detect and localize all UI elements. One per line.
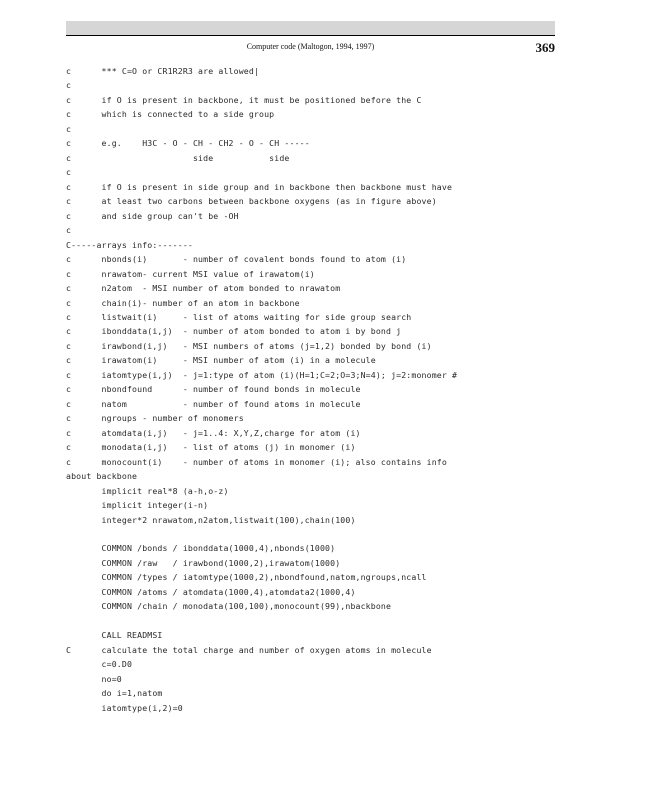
code-line: c and side group can't be -OH	[66, 210, 239, 221]
code-line	[66, 614, 555, 628]
code-line: c ibonddata(i,j) - number of atom bonded to atom i by bond j	[66, 326, 402, 337]
code-line: c chain(i)- number of an atom in backbone	[66, 297, 300, 308]
code-line: about backbone	[66, 471, 138, 482]
code-line: c iatomtype(i,j) - j=1:type of atom (i)(H=1;C=2;O=3;N=4); j=2:monomer #	[66, 369, 458, 380]
code-line: c irawbond(i,j) - MSI numbers of atoms (j=1,2) bonded by bond (i)	[66, 340, 432, 351]
code-line: COMMON /atoms / atomdata(1000,4),atomdata2(1000,4)	[66, 586, 356, 597]
code-line: c nbonds(i) - number of covalent bonds found to atom (i)	[66, 254, 407, 265]
code-line: c at least two carbons between backbone oxygens (as in figure above)	[66, 196, 437, 207]
code-line: iatomtype(i,2)=0	[66, 702, 183, 713]
running-head	[66, 40, 555, 56]
code-line: c monocount(i) - number of atoms in monomer (i); also contains info	[66, 456, 447, 467]
code-line	[66, 527, 555, 541]
header-bar	[66, 21, 555, 35]
code-line: c irawatom(i) - MSI number of atom (i) in a molecule	[66, 355, 376, 366]
code-line: C calculate the total charge and number of oxygen atoms in molecule	[66, 644, 432, 655]
code-line: c ngroups - number of monomers	[66, 413, 244, 424]
code-line: c if O is present in side group and in backbone then backbone must have	[66, 181, 453, 192]
code-line: CALL READMSI	[66, 630, 163, 641]
header-rule	[66, 35, 555, 36]
code-line: C-----arrays info:-------	[66, 239, 193, 250]
code-line: integer*2 nrawatom,n2atom,listwait(100),chain(100)	[66, 514, 356, 525]
code-line: c	[66, 225, 72, 236]
code-line: c side side	[66, 152, 290, 163]
code-line: do i=1,natom	[66, 688, 163, 699]
code-line: c nrawatom- current MSI value of irawatom(i)	[66, 268, 315, 279]
code-line: c natom - number of found atoms in molecule	[66, 398, 361, 409]
code-listing	[66, 64, 555, 715]
code-line: c monodata(i,j) - list of atoms (j) in monomer (i)	[66, 442, 356, 453]
code-line: c *** C=O or CR1R2R3 are allowed|	[66, 66, 260, 76]
code-line: c e.g. H3C - O - CH - CH2 - O - CH -----	[66, 138, 310, 149]
code-line: c if O is present in backbone, it must be positioned before the C	[66, 94, 422, 105]
code-line: COMMON /chain / monodata(100,100),monocount(99),nbackbone	[66, 601, 392, 612]
code-line: COMMON /types / iatomtype(1000,2),nbondfound,natom,ngroups,ncall	[66, 572, 427, 583]
code-line: COMMON /bonds / ibonddata(1000,4),nbonds(1000)	[66, 543, 336, 554]
code-line: c	[66, 123, 72, 134]
code-line: c	[66, 167, 72, 178]
code-line: c n2atom - MSI number of atom bonded to nrawatom	[66, 283, 341, 294]
code-line: implicit real*8 (a-h,o-z)	[66, 485, 229, 496]
code-line: c listwait(i) - list of atoms waiting for side group search	[66, 311, 412, 322]
code-line: c which is connected to a side group	[66, 109, 275, 120]
code-line: COMMON /raw / irawbond(1000,2),irawatom(1000)	[66, 557, 341, 568]
code-line: c=0.D0	[66, 659, 133, 670]
code-line: implicit integer(i-n)	[66, 500, 209, 511]
code-line: c	[66, 80, 72, 91]
page-number: 369	[535, 40, 555, 55]
code-line: no=0	[66, 673, 122, 684]
code-line: c atomdata(i,j) - j=1..4: X,Y,Z,charge for atom (i)	[66, 427, 361, 438]
code-line: c nbondfound - number of found bonds in molecule	[66, 384, 361, 395]
running-title: Computer code (Maltogon, 1994, 1997)	[246, 42, 375, 51]
